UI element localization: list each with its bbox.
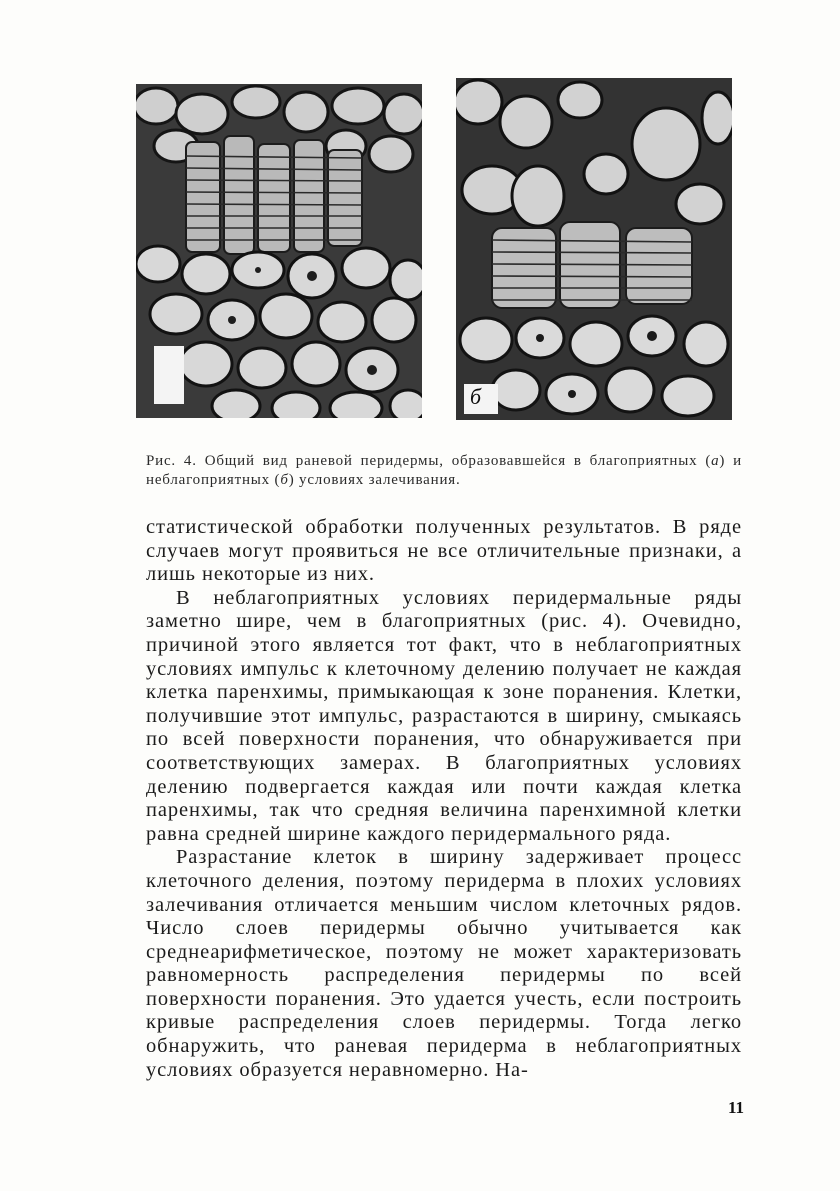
micrograph-b-image <box>456 78 732 420</box>
page-number: 11 <box>728 1098 745 1117</box>
micrograph-b <box>456 78 732 420</box>
panel-b-label: б <box>470 384 482 409</box>
figure-4 <box>136 78 736 422</box>
caption-prefix: Рис. 4. Общий вид раневой перидермы, образовавшейся в благоприятных ( <box>146 453 712 469</box>
paragraph-1: статистической обработки полученных результатов. В ряде случаев могут проявиться не все отличительные признаки, а лишь некоторые из них. <box>146 516 742 586</box>
caption-suffix: ) условиях залечивания. <box>288 472 461 488</box>
body-text <box>146 516 742 1082</box>
caption-a-ref: а <box>711 453 720 469</box>
paragraph-3: Разрастание клеток в ширину задерживает процесс клеточного деления, поэтому перидерма в плохих условиях залечивания отличается меньшим числом клеточных рядов. Число слоев перидермы обычно учитывается как среднеарифметическое, поэтому не может характеризовать равномерность распределения перидермы по всей поверхности поранения. Это удается учесть, если построить кривые распределения слоев перидермы. Тогда легко обнаружить, что раневая перидерма в неблагоприятных условиях образуется неравномерно. На- <box>146 846 742 1081</box>
paragraph-2: В неблагоприятных условиях перидермальные ряды заметно шире, чем в благоприятных (рис. 4). Очевидно, причиной этого является тот факт, что в неблагоприятных условиях импульс к клеточному делению получает не каждая клетка паренхимы, примыкающая к зоне поранения. Клетки, получившие этот импульс, разрастаются в ширину, смыкаясь по всей поверхности поранения, что обнаруживается при соответствующих замерах. В благоприятных условиях делению подвергается каждая или почти каждая клетка паренхимы, так что средняя величина паренхимной клетки равна средней ширине каждого перидермального ряда. <box>146 586 742 845</box>
caption-middle: ) и неблагоприятных ( <box>146 453 742 488</box>
caption-b-ref: б <box>280 472 289 488</box>
micrograph-a-image <box>136 84 422 418</box>
micrograph-a <box>136 84 422 418</box>
figure-caption <box>146 452 742 490</box>
